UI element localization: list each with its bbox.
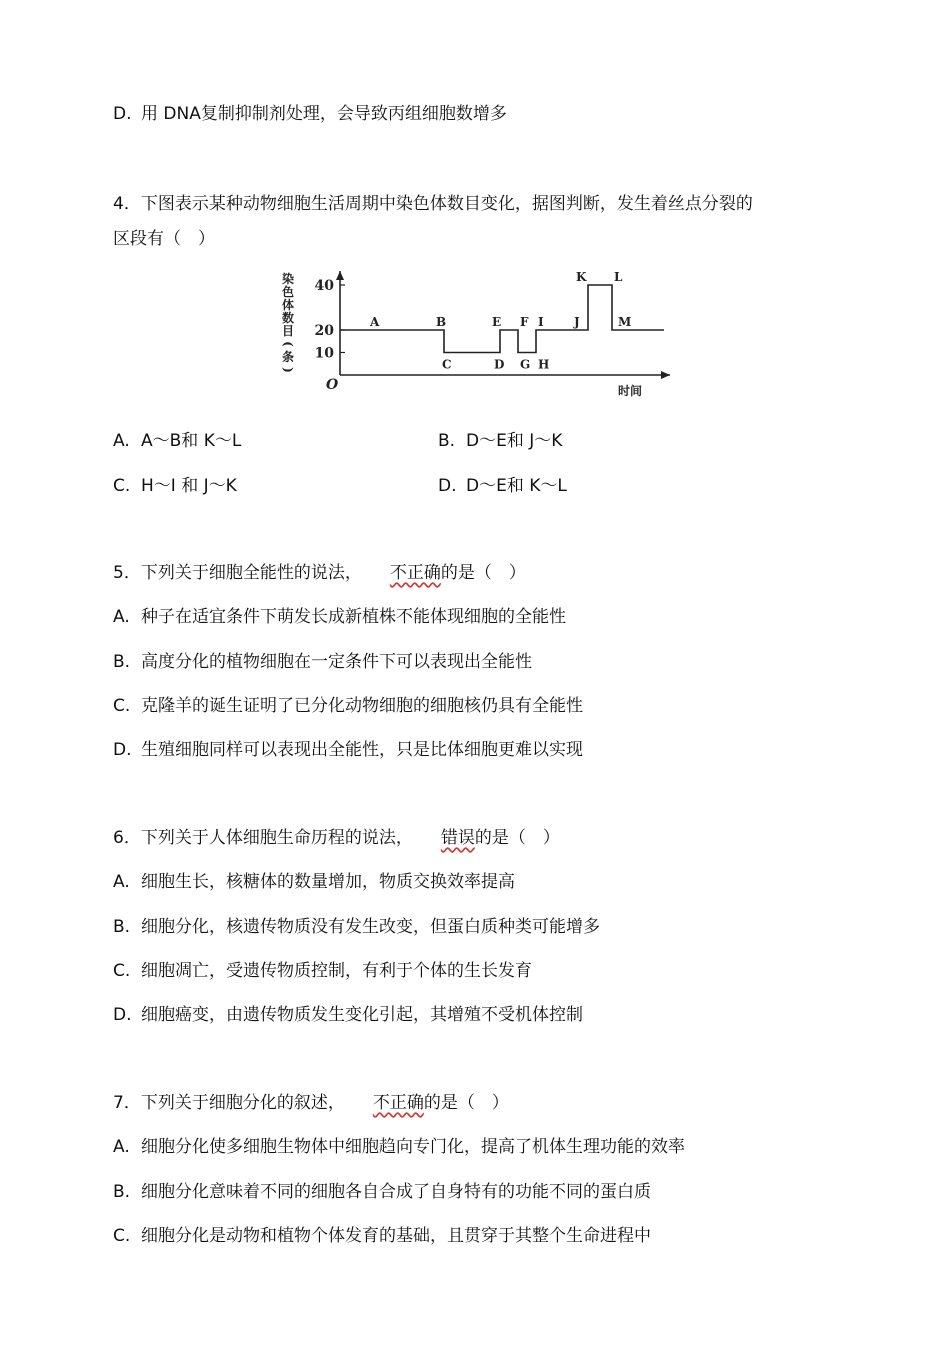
y-tick-label: 20	[314, 323, 334, 339]
option-text: D～E和 K～L	[466, 476, 567, 496]
point-label-e: E	[492, 315, 502, 329]
q5-option-a[interactable]	[113, 605, 566, 629]
stem-emphasis: 不正确	[389, 563, 441, 583]
q7-option-a[interactable]	[113, 1135, 685, 1159]
option-letter: D.	[113, 1005, 132, 1025]
stem-text: 5．下列关于细胞全能性的说法，	[113, 563, 362, 583]
option-letter: B.	[438, 431, 456, 451]
y-axis-label-char: )	[281, 367, 295, 373]
option-text: 细胞生长，核糖体的数量增加，物质交换效率提高	[141, 872, 515, 892]
stem-text: 7．下列关于细胞分化的叙述，	[113, 1093, 345, 1113]
q3-option-d	[113, 102, 507, 126]
option-letter: A.	[113, 607, 130, 627]
q4-option-b[interactable]	[438, 429, 562, 453]
point-label-m: M	[618, 315, 632, 329]
y-axis-arrow	[336, 271, 344, 280]
option-letter: C.	[113, 961, 131, 981]
chart-axes	[326, 271, 670, 398]
q6-option-b[interactable]	[113, 915, 600, 939]
y-tick-label: 40	[314, 278, 334, 294]
option-text: A～B和 K～L	[141, 431, 242, 451]
q5-stem	[113, 561, 526, 585]
y-axis-label-char: 色	[281, 285, 295, 299]
y-axis-label-char: 体	[281, 298, 295, 312]
q4-stem-line1: 4．下图表示某种动物细胞生活周期中染色体数目变化，据图判断，发生着丝点分裂的	[113, 194, 753, 214]
y-axis-label-char: (	[281, 341, 295, 347]
q7-option-c[interactable]	[113, 1224, 651, 1248]
q4-option-a[interactable]	[113, 429, 241, 453]
option-letter: A.	[113, 872, 130, 892]
point-label-g: G	[520, 357, 531, 372]
stem-text-end: 的是（ ）	[440, 563, 526, 583]
q6-option-c[interactable]	[113, 959, 532, 983]
point-label-d: D	[494, 357, 505, 372]
y-axis-label-char: 条	[281, 350, 295, 364]
origin-label: O	[326, 377, 339, 393]
q4-option-c[interactable]	[113, 474, 237, 498]
q5-option-c[interactable]	[113, 694, 583, 718]
x-axis-arrow	[661, 371, 670, 379]
point-label-j: J	[574, 315, 580, 329]
option-letter: A.	[113, 431, 130, 451]
point-label-i: I	[538, 315, 544, 329]
point-label-c: C	[442, 357, 452, 372]
option-text: 细胞分化使多细胞生物体中细胞趋向专门化，提高了机体生理功能的效率	[141, 1137, 685, 1157]
option-text: 细胞癌变，由遗传物质发生变化引起，其增殖不受机体控制	[141, 1005, 583, 1025]
chromosome-chart	[270, 265, 690, 405]
option-letter: A.	[113, 1137, 130, 1157]
y-axis-label-char: 染	[281, 272, 295, 286]
stem-emphasis: 不正确	[372, 1093, 424, 1113]
option-text: H～I 和 J～K	[141, 476, 237, 496]
point-label-f: F	[520, 315, 529, 329]
x-axis-label: 时间	[618, 384, 643, 398]
q4-option-d[interactable]	[438, 474, 567, 498]
option-text: 生殖细胞同样可以表现出全能性，只是比体细胞更难以实现	[141, 740, 583, 760]
q4-stem-line2: 区段有（ ）	[113, 229, 215, 249]
chart-series	[340, 285, 664, 353]
q7-stem	[113, 1091, 509, 1115]
stem-text: 6．下列关于人体细胞生命历程的说法，	[113, 828, 413, 848]
option-text: 细胞凋亡，受遗传物质控制，有利于个体的生长发育	[141, 961, 532, 981]
option-text: 高度分化的植物细胞在一定条件下可以表现出全能性	[141, 652, 532, 672]
option-text: D～E和 J～K	[466, 431, 563, 451]
option-letter: D.	[113, 104, 132, 124]
option-text: 细胞分化，核遗传物质没有发生改变，但蛋白质种类可能增多	[141, 917, 600, 937]
option-text: 克隆羊的诞生证明了已分化动物细胞的细胞核仍具有全能性	[141, 696, 583, 716]
y-tick-label: 10	[314, 345, 334, 362]
option-letter: D.	[113, 740, 132, 760]
option-text: 细胞分化意味着不同的细胞各自合成了自身特有的功能不同的蛋白质	[141, 1182, 651, 1202]
point-label-l: L	[614, 270, 623, 284]
q5-option-d[interactable]	[113, 738, 583, 762]
y-axis-label	[281, 271, 295, 373]
stem-emphasis: 错误	[440, 828, 475, 848]
option-text: 种子在适宜条件下萌发长成新植株不能体现细胞的全能性	[141, 607, 566, 627]
option-letter: B.	[113, 1182, 131, 1202]
option-text: 用 DNA复制抑制剂处理，会导致丙组细胞数增多	[141, 104, 507, 124]
option-letter: B.	[113, 917, 131, 937]
option-letter: C.	[113, 476, 131, 496]
option-text: 细胞分化是动物和植物个体发育的基础，且贯穿于其整个生命进程中	[141, 1226, 651, 1246]
q5-option-b[interactable]	[113, 650, 532, 674]
chromosome-series-line	[340, 285, 664, 353]
point-label-a: A	[370, 315, 380, 329]
q6-option-d[interactable]	[113, 1003, 583, 1027]
stem-text-end: 的是（ ）	[474, 828, 560, 848]
point-label-k: K	[576, 270, 587, 284]
option-letter: B.	[113, 652, 131, 672]
option-letter: C.	[113, 1226, 131, 1246]
option-letter: C.	[113, 696, 131, 716]
q7-option-b[interactable]	[113, 1180, 651, 1204]
point-label-b: B	[436, 315, 447, 329]
point-label-h: H	[538, 357, 550, 372]
y-axis-label-char: 数	[281, 311, 295, 325]
q6-option-a[interactable]	[113, 870, 515, 894]
y-axis-label-char: 目	[281, 324, 295, 338]
option-letter: D.	[438, 476, 457, 496]
stem-text-end: 的是（ ）	[423, 1093, 509, 1113]
q6-stem	[113, 826, 560, 850]
